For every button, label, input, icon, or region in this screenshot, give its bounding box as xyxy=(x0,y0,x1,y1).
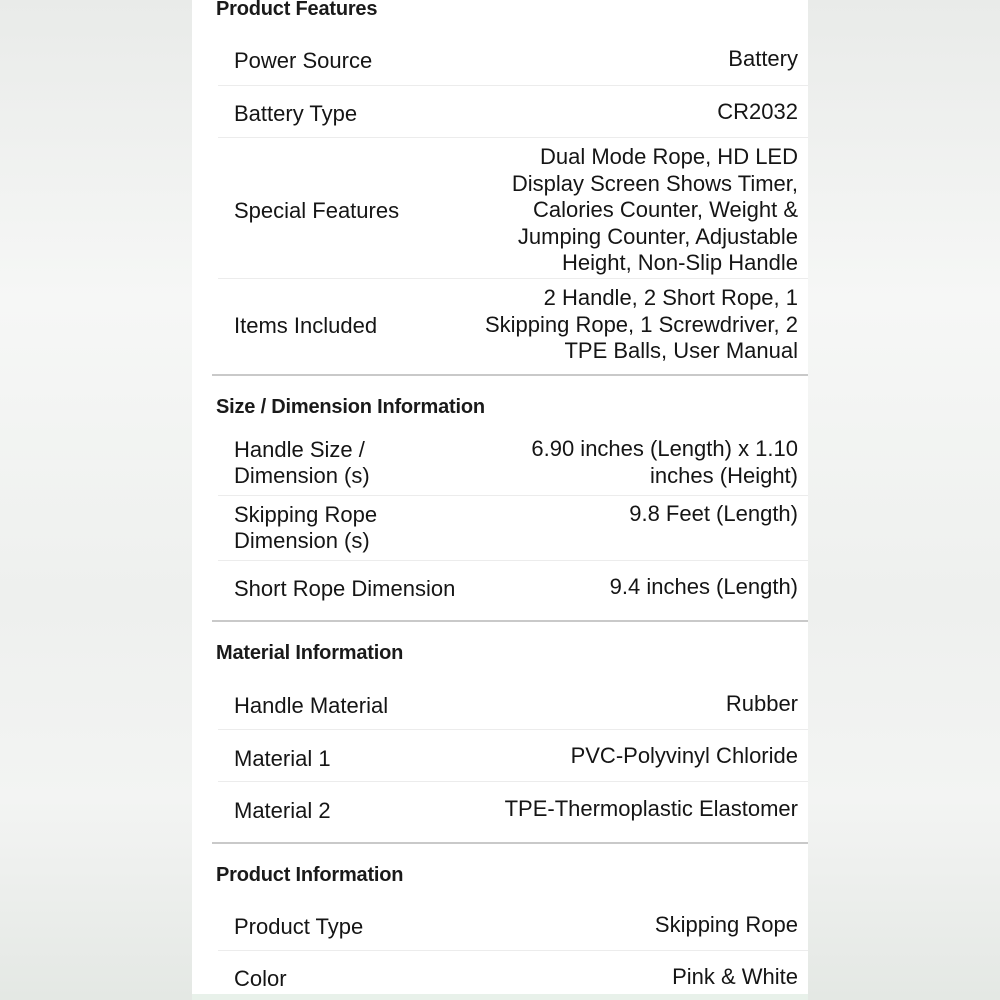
spec-label: Material 1 xyxy=(234,746,331,771)
spec-value: Rubber xyxy=(725,691,798,716)
spec-label: Power Source xyxy=(234,48,373,73)
spec-row-color xyxy=(218,951,808,1000)
spec-value: 9.4 inches (Length) xyxy=(609,574,798,599)
spec-label: Short Rope Dimension xyxy=(234,576,456,601)
spec-value: Pink & White xyxy=(672,964,798,989)
spec-row-material-1 xyxy=(218,730,808,782)
spec-row-short-rope-dimension xyxy=(218,561,808,619)
spec-row-power-source xyxy=(218,34,808,86)
background-blur-right xyxy=(808,0,1000,1000)
spec-value: 9.8 Feet (Length) xyxy=(629,501,798,526)
spec-value: Battery xyxy=(728,46,798,71)
spec-row-special-features xyxy=(218,138,808,279)
spec-value: TPE-Thermoplastic Elastomer xyxy=(504,796,798,821)
spec-label: Items Included xyxy=(234,313,378,338)
spec-label: Battery Type xyxy=(234,101,358,126)
product-spec-card xyxy=(192,0,808,1000)
spec-row-handle-material xyxy=(218,678,808,730)
section-title-size-dimension: Size / Dimension Information xyxy=(216,396,485,418)
spec-value: PVC-Polyvinyl Chloride xyxy=(570,743,798,768)
section-divider xyxy=(212,374,808,376)
spec-row-battery-type xyxy=(218,86,808,138)
spec-value: Dual Mode Rope, HD LED Display Screen Shows Timer, Calories Counter, Weight & Jumping Counter, Adjustable Height, Non-Slip Handle xyxy=(511,144,798,275)
spec-value: CR2032 xyxy=(717,99,798,124)
spec-label: Product Type xyxy=(234,914,364,939)
spec-row-handle-size xyxy=(218,432,808,496)
section-title-product-features: Product Features xyxy=(216,0,378,20)
section-divider xyxy=(212,842,808,844)
section-title-product-information: Product Information xyxy=(216,864,404,886)
spec-value: Skipping Rope xyxy=(654,912,798,937)
spec-label: Special Features xyxy=(234,198,400,223)
spec-row-product-type xyxy=(218,900,808,951)
spec-value: 2 Handle, 2 Short Rope, 1 Skipping Rope, 1 Screwdriver, 2 TPE Balls, User Manual xyxy=(484,285,798,363)
spec-value: 6.90 inches (Length) x 1.10 inches (Height) xyxy=(531,436,798,488)
spec-row-skipping-rope-dimension xyxy=(218,496,808,561)
background-blur-left xyxy=(0,0,192,1000)
spec-row-items-included xyxy=(218,279,808,371)
spec-label: Handle Size / Dimension (s) xyxy=(234,437,370,488)
spec-row-material-2 xyxy=(218,782,808,840)
section-title-material-information: Material Information xyxy=(216,642,404,664)
spec-label: Skipping Rope Dimension (s) xyxy=(234,502,378,553)
spec-label: Handle Material xyxy=(234,693,389,718)
bottom-edge xyxy=(192,994,808,1000)
spec-label: Material 2 xyxy=(234,798,331,823)
section-divider xyxy=(212,620,808,622)
spec-label: Color xyxy=(234,966,287,991)
